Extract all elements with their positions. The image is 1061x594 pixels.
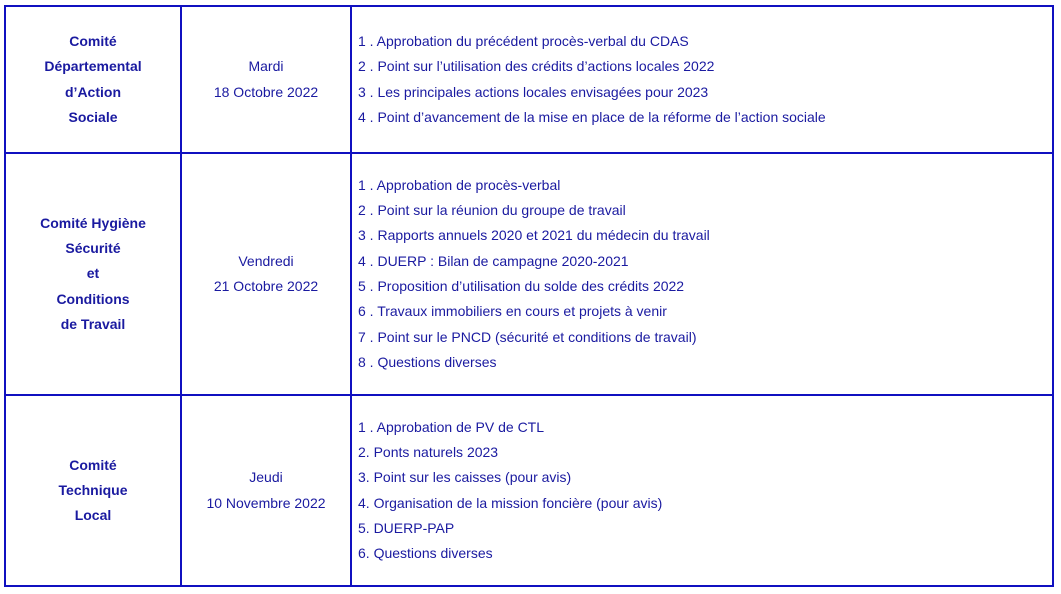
agenda-item: 2. Ponts naturels 2023 xyxy=(358,443,499,460)
committee-name-line: Départemental xyxy=(44,58,142,75)
committee-name-line: Local xyxy=(74,507,112,524)
agenda-item: 6. Questions diverses xyxy=(358,545,493,562)
meeting-date: 21 Octobre 2022 xyxy=(213,278,319,294)
meeting-weekday: Mardi xyxy=(248,58,284,75)
agenda-item: 3. Point sur les caisses (pour avis) xyxy=(358,469,572,486)
table-row-chsct xyxy=(5,153,1053,395)
meeting-weekday: Vendredi xyxy=(238,252,294,269)
agenda-item: 5 . Proposition d’utilisation du solde des crédits 2022 xyxy=(358,278,685,294)
meetings-agenda-table xyxy=(4,5,1054,587)
agenda-item: 2 . Point sur la réunion du groupe de travail xyxy=(358,202,626,219)
agenda-item: 1 . Approbation de PV de CTL xyxy=(358,418,545,435)
meeting-weekday: Jeudi xyxy=(249,469,283,486)
agenda-item: 2 . Point sur l’utilisation des crédits d’actions locales 2022 xyxy=(358,58,715,75)
agenda-item: 5. DUERP-PAP xyxy=(358,519,455,536)
agenda-items-cell xyxy=(351,6,1053,153)
committee-name-line: Comité xyxy=(69,456,117,473)
date-cell xyxy=(181,395,351,586)
committee-cell xyxy=(5,395,181,586)
agenda-item: 4 . DUERP : Bilan de campagne 2020-2021 xyxy=(358,252,629,269)
meeting-date: 18 Octobre 2022 xyxy=(213,83,319,100)
date-cell xyxy=(181,6,351,153)
committee-name-line: d’Action xyxy=(65,83,121,100)
agenda-items-cell xyxy=(351,395,1053,586)
committee-name-line: Conditions xyxy=(56,290,130,307)
committee-name-line: Technique xyxy=(58,481,128,498)
agenda-item: 4. Organisation de la mission foncière (pour avis) xyxy=(358,494,663,511)
committee-name-line: Comité xyxy=(69,32,117,49)
agenda-item: 1 . Approbation du précédent procès-verbal du CDAS xyxy=(358,32,689,49)
table-row-ctl xyxy=(5,395,1053,586)
agenda-item: 6 . Travaux immobiliers en cours et projets à venir xyxy=(358,303,667,320)
agenda-item: 7 . Point sur le PNCD (sécurité et conditions de travail) xyxy=(358,328,697,345)
agenda-item: 4 . Point d’avancement de la mise en place de la réforme de l’action sociale xyxy=(358,108,826,125)
committee-cell xyxy=(5,6,181,153)
agenda-item: 3 . Les principales actions locales envisagées pour 2023 xyxy=(358,83,709,100)
meeting-date: 10 Novembre 2022 xyxy=(206,494,326,511)
agenda-item: 1 . Approbation de procès-verbal xyxy=(358,176,561,193)
agenda-items-cell xyxy=(351,153,1053,395)
committee-name-line: de Travail xyxy=(60,315,126,332)
date-cell xyxy=(181,153,351,395)
committee-name-line: et xyxy=(86,265,100,282)
committee-cell xyxy=(5,153,181,395)
committee-name-line: Sociale xyxy=(68,108,118,125)
table-row-cdas xyxy=(5,6,1053,153)
agenda-item: 3 . Rapports annuels 2020 et 2021 du médecin du travail xyxy=(358,227,710,244)
agenda-item: 8 . Questions diverses xyxy=(358,353,497,370)
committee-name-line: Comité Hygiène xyxy=(40,214,146,231)
committee-name-line: Sécurité xyxy=(65,240,121,257)
